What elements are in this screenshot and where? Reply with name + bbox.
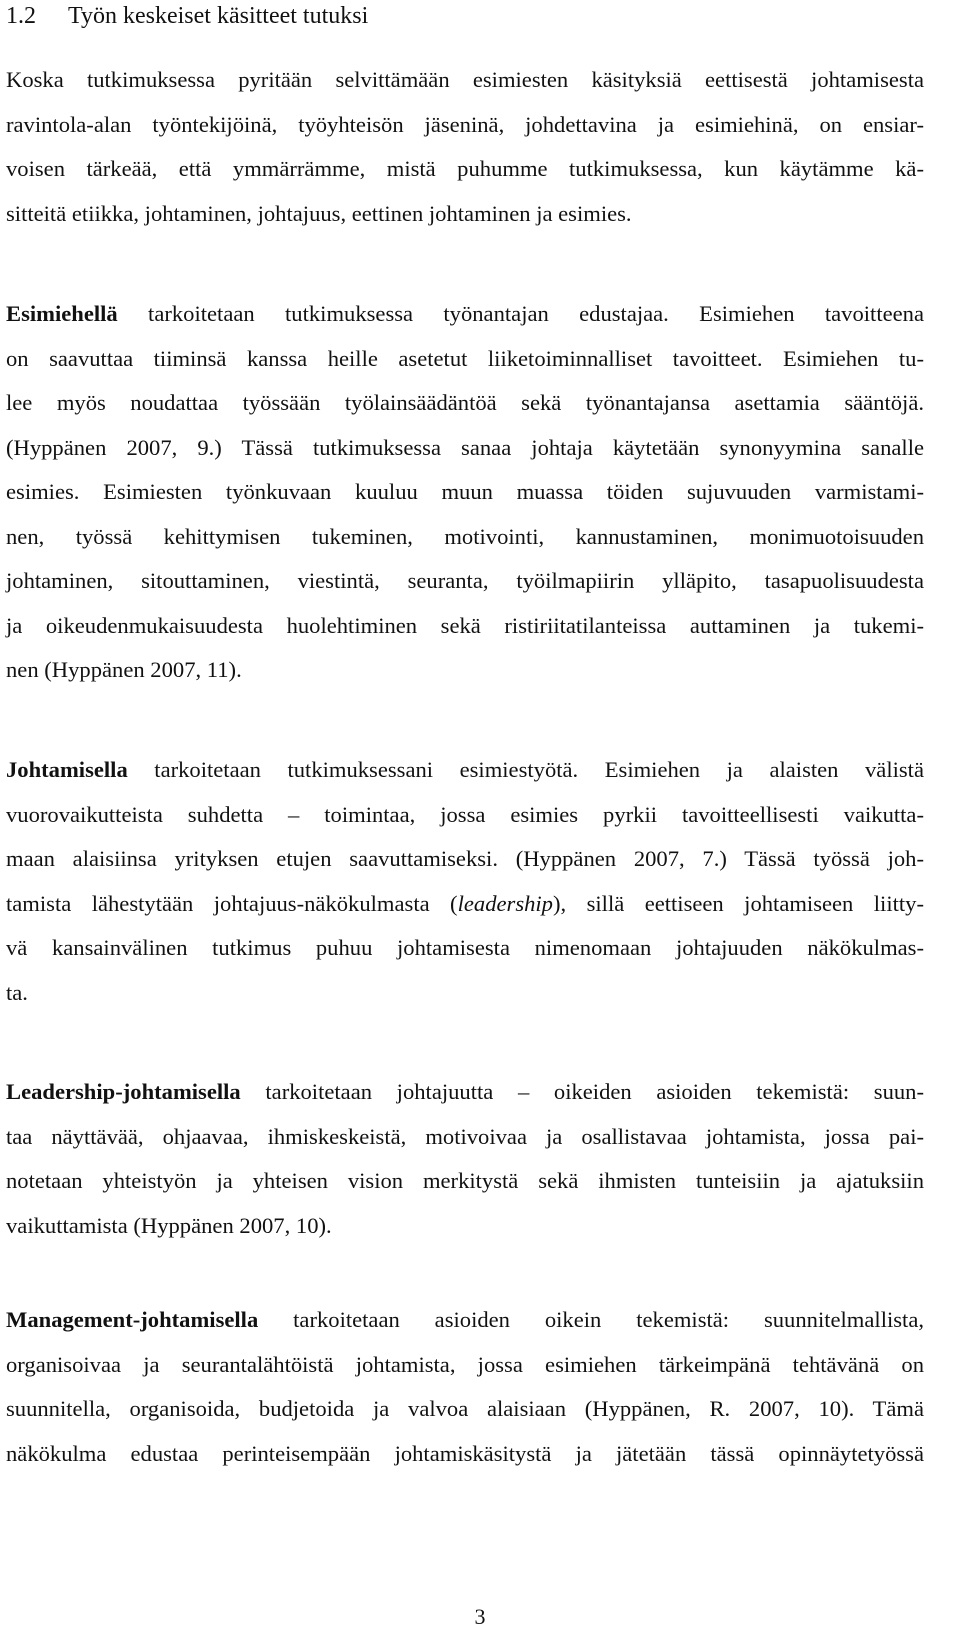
text-line bbox=[6, 1298, 924, 1343]
text-line bbox=[6, 1070, 924, 1115]
text-line: näkökulma edustaa perinteisempään johtamiskäsitystä ja jätetään tässä opinnäytetyössä bbox=[6, 1440, 924, 1466]
management-paragraph bbox=[6, 1298, 924, 1476]
text-line: on saavuttaa tiiminsä kanssa heille asetetut liiketoiminnalliset tavoitteet. Esimiehen tu- bbox=[6, 345, 924, 371]
text-line bbox=[6, 882, 924, 927]
text-line: esimies. Esimiesten työnkuvaan kuuluu muun muassa töiden sujuvuuden varmistami- bbox=[6, 479, 924, 504]
text-line bbox=[6, 748, 924, 793]
section-number: 1.2 bbox=[6, 3, 36, 29]
text-line: vuorovaikutteista suhdetta – toimintaa, jossa esimies pyrkii tavoitteellisesti vaikutta- bbox=[6, 801, 924, 827]
text-line: suunnitella, organisoida, budjetoida ja valvoa alaisiaan (Hyppänen, R. 2007, 10). Tämä bbox=[6, 1396, 924, 1421]
term-leadership-johtamisella: Leadership-johtamisella bbox=[6, 1079, 241, 1104]
text-fragment: tarkoitetaan tutkimuksessani esimiestyötä. Esimiehen ja alaisten välistä bbox=[127, 757, 924, 782]
text-line: johtaminen, sitouttaminen, viestintä, seuranta, työilmapiirin ylläpito, tasapuolisuudesta bbox=[6, 568, 924, 593]
text-line: taa näyttävää, ohjaavaa, ihmiskeskeistä, motivoivaa ja osallistavaa johtamista, jossa pai- bbox=[6, 1123, 924, 1149]
intro-paragraph bbox=[6, 58, 924, 236]
esimies-paragraph bbox=[6, 292, 924, 693]
text-line: ja oikeudenmukaisuudesta huolehtiminen sekä ristiriitatilanteissa auttaminen ja tukemi- bbox=[6, 612, 924, 638]
term-esimiehella: Esimiehellä bbox=[6, 301, 118, 326]
text-line: nen, työssä kehittymisen tukeminen, motivointi, kannustaminen, monimuotoisuuden bbox=[6, 523, 924, 549]
text-line: nen (Hyppänen 2007, 11). bbox=[6, 657, 242, 682]
text-line: maan alaisiinsa yrityksen etujen saavuttamiseksi. (Hyppänen 2007, 7.) Tässä työssä joh- bbox=[6, 846, 924, 871]
section-heading bbox=[6, 2, 368, 30]
text-fragment: tarkoitetaan tutkimuksessa työnantajan edustajaa. Esimiehen tavoitteena bbox=[117, 301, 924, 326]
text-line: vaikuttamista (Hyppänen 2007, 10). bbox=[6, 1212, 332, 1238]
text-line: Koska tutkimuksessa pyritään selvittämään esimiesten käsityksiä eettisestä johtamisesta bbox=[6, 67, 924, 92]
leadership-paragraph bbox=[6, 1070, 924, 1248]
johtaminen-paragraph bbox=[6, 748, 924, 1015]
text-line: organisoivaa ja seurantalähtöistä johtamista, jossa esimiehen tärkeimpänä tehtävänä on bbox=[6, 1351, 924, 1377]
text-fragment: tamista lähestytään johtajuus-näkökulmasta ( bbox=[6, 890, 458, 916]
text-line: vä kansainvälinen tutkimus puhuu johtamisesta nimenomaan johtajuuden näkökulmas- bbox=[6, 935, 924, 960]
term-management-johtamisella: Management-johtamisella bbox=[6, 1307, 259, 1332]
text-line: ta. bbox=[6, 979, 28, 1005]
text-line: ravintola-alan työntekijöinä, työyhteisön jäseninä, johdettavina ja esimiehinä, on ensiar- bbox=[6, 111, 924, 137]
term-leadership-italic: leadership bbox=[457, 890, 553, 916]
text-line: (Hyppänen 2007, 9.) Tässä tutkimuksessa sanaa johtaja käytetään synonyymina sanalle bbox=[6, 434, 924, 460]
term-johtamisella: Johtamisella bbox=[6, 757, 128, 782]
text-fragment: ), sillä eettiseen johtamiseen liitty- bbox=[552, 890, 924, 916]
text-line: voisen tärkeää, että ymmärrämme, mistä puhumme tutkimuksessa, kun käytämme kä- bbox=[6, 156, 924, 181]
text-fragment: tarkoitetaan asioiden oikein tekemistä: suunnitelmallista, bbox=[258, 1307, 924, 1332]
text-line bbox=[6, 292, 924, 337]
page-number: 3 bbox=[474, 1604, 486, 1629]
section-title: Työn keskeiset käsitteet tutuksi bbox=[68, 3, 369, 29]
text-line: lee myös noudattaa työssään työlainsäädäntöä sekä työnantajansa asettamia sääntöjä. bbox=[6, 390, 924, 415]
text-line: sitteitä etiikka, johtaminen, johtajuus, eettinen johtaminen ja esimies. bbox=[6, 200, 632, 226]
text-fragment: tarkoitetaan johtajuutta – oikeiden asioiden tekemistä: suun- bbox=[240, 1079, 924, 1104]
text-line: notetaan yhteistyön ja yhteisen vision merkitystä sekä ihmisten tunteisiin ja ajatuksiin bbox=[6, 1168, 924, 1193]
